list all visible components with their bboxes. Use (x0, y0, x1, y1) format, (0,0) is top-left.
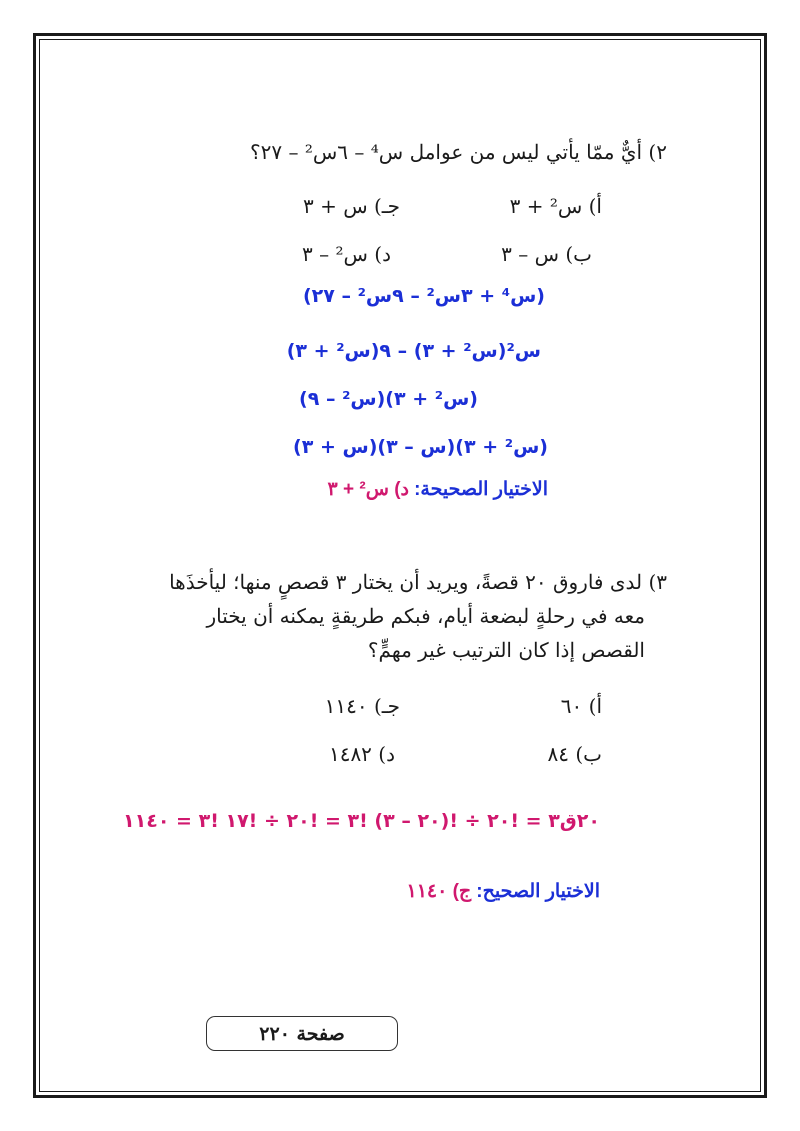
q2-option-b: ب) س – ٣ (501, 242, 592, 266)
q2-answer-label: الاختيار الصحيحة: (414, 479, 548, 500)
q3-option-b: ب) ٨٤ (547, 742, 602, 766)
page-number-box (206, 1016, 398, 1051)
q2-option-c: جـ) س + ٣ (302, 194, 400, 218)
q2-answer-value: د) س² + ٣ (327, 479, 410, 500)
q3-answer-value: ج) ١١٤٠ (406, 881, 472, 902)
q2-solution-step-1: (س⁴ + ٣س² – ٩س² – ٢٧) (302, 285, 545, 307)
question-3-line-2: معه في رحلةٍ لبضعة أيام، فبكم طريقةٍ يمكنه أن يختار (206, 604, 645, 628)
q3-option-d: د) ١٤٨٢ (328, 742, 395, 766)
q3-combination-formula: ٢٠ق٣ = !٢٠ ÷ !(٢٠ – ٣) !٣ = !٢٠ ÷ !١٧ !٣ = ١١٤٠ (123, 810, 600, 832)
q3-option-c: جـ) ١١٤٠ (324, 694, 400, 718)
q3-answer (406, 880, 600, 903)
question-2-text: ٢) أيٌّ ممّا يأتي ليس من عوامل س⁴ – ٦س² – ٢٧؟ (250, 140, 667, 164)
q2-solution-step-3: (س² + ٣)(س² – ٩) (299, 388, 478, 410)
q2-option-d: د) س² – ٣ (302, 242, 391, 266)
question-3-line-3: القصص إذا كان الترتيب غير مهمٍّ؟ (367, 638, 645, 662)
q3-answer-label: الاختيار الصحيح: (476, 881, 600, 902)
q2-solution-step-2: س²(س² + ٣) – ٩(س² + ٣) (286, 340, 541, 362)
q2-option-a: أ) س² + ٣ (509, 194, 602, 218)
q2-solution-step-4: (س² + ٣)(س – ٣)(س + ٣) (293, 436, 548, 458)
page-border-inner (39, 39, 761, 1092)
question-3-line-1: ٣) لدى فاروق ٢٠ قصةً، ويريد أن يختار ٣ قصصٍ منها؛ ليأخذَها (169, 570, 667, 594)
q3-option-a: أ) ٦٠ (560, 694, 602, 718)
q2-answer (328, 478, 548, 501)
page-number: صفحة ٢٢٠ (259, 1022, 345, 1045)
